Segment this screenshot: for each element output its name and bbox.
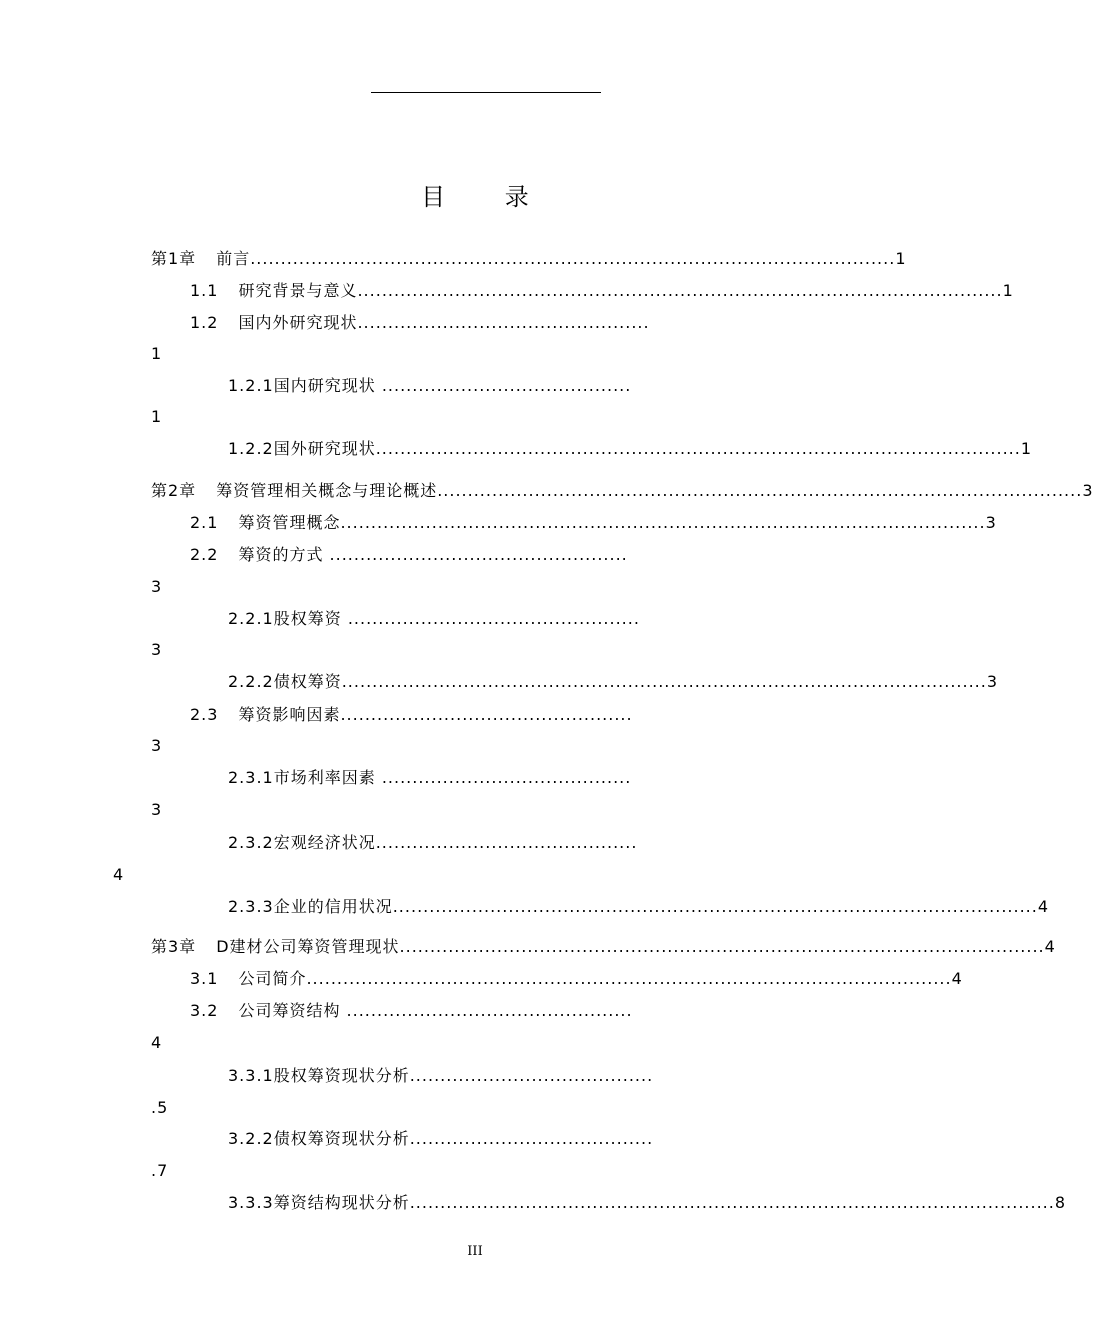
toc-entry-3-2-2[interactable] bbox=[228, 1128, 838, 1150]
section-number: 1.1 bbox=[190, 281, 219, 300]
dot-leader: ................................................ bbox=[347, 609, 640, 628]
chapter-number: 第1章 bbox=[151, 249, 197, 268]
toc-entry-3-2[interactable] bbox=[190, 1000, 845, 1022]
entry-page: 3 bbox=[1082, 481, 1094, 500]
dot-leader: ......................................... bbox=[381, 376, 632, 395]
entry-page: .5 bbox=[151, 1098, 169, 1117]
dot-leader: ......................................... bbox=[381, 768, 632, 787]
entry-page: 1 bbox=[1020, 439, 1033, 458]
entry-title: 筹资管理概念 bbox=[238, 513, 341, 532]
section-number: 3.2 bbox=[190, 1001, 219, 1020]
toc-entry-2-3-1[interactable] bbox=[228, 767, 845, 789]
toc-entry-page-wrapped bbox=[151, 799, 191, 821]
toc-entry-2-2-1[interactable] bbox=[228, 608, 845, 630]
toc-entry-page-wrapped bbox=[151, 343, 191, 365]
entry-title: 2.2.2债权筹资 bbox=[228, 672, 342, 691]
section-number: 2.2 bbox=[190, 545, 219, 564]
entry-page: 3 bbox=[986, 672, 999, 691]
toc-entry-3-1[interactable] bbox=[190, 968, 963, 990]
entry-title: 1.2.2国外研究现状 bbox=[228, 439, 376, 458]
dot-leader: .......................................................................................................... bbox=[375, 439, 1021, 458]
entry-title: 2.3.2宏观经济状况 bbox=[228, 833, 376, 852]
entry-title: 2.3.3企业的信用状况 bbox=[228, 897, 393, 916]
dot-leader: .......................................................................................................... bbox=[340, 513, 986, 532]
entry-title: 公司筹资结构 bbox=[238, 1001, 347, 1020]
toc-title: 目 录 bbox=[421, 183, 555, 211]
dot-leader: .......................................................................................................... bbox=[357, 281, 1003, 300]
dot-leader: ................................................. bbox=[329, 545, 628, 564]
entry-page: 3 bbox=[151, 640, 163, 659]
dot-leader: ............................................... bbox=[346, 1001, 633, 1020]
entry-page: 4 bbox=[113, 865, 125, 884]
toc-entry-chapter-1[interactable] bbox=[151, 248, 907, 270]
section-number: 3.1 bbox=[190, 969, 219, 988]
dot-leader: ................................................ bbox=[340, 705, 633, 724]
dot-leader: ........................................ bbox=[409, 1066, 654, 1085]
entry-title: 筹资的方式 bbox=[238, 545, 330, 564]
toc-entry-page-wrapped bbox=[151, 735, 191, 757]
toc-entry-3-3-3[interactable] bbox=[228, 1192, 1067, 1214]
entry-title: D建材公司筹资管理现状 bbox=[216, 937, 400, 956]
toc-entry-page-wrapped bbox=[151, 1097, 191, 1119]
toc-entry-page-wrapped bbox=[151, 406, 191, 428]
chapter-number: 第2章 bbox=[151, 481, 197, 500]
toc-entry-1-2-1[interactable] bbox=[228, 375, 845, 397]
dot-leader: ........................................ bbox=[409, 1129, 654, 1148]
toc-entry-2-3[interactable] bbox=[190, 704, 845, 726]
entry-title: 国内外研究现状 bbox=[238, 313, 358, 332]
entry-title: 3.3.1股权筹资现状分析 bbox=[228, 1066, 410, 1085]
toc-entry-2-3-2[interactable] bbox=[228, 832, 845, 854]
section-number: 2.1 bbox=[190, 513, 219, 532]
toc-entry-2-1[interactable] bbox=[190, 512, 997, 534]
section-number: 2.3 bbox=[190, 705, 219, 724]
entry-title: 筹资影响因素 bbox=[238, 705, 341, 724]
entry-title: 1.2.1国内研究现状 bbox=[228, 376, 382, 395]
dot-leader: ........................................... bbox=[375, 833, 638, 852]
dot-leader: .......................................................................................................... bbox=[399, 937, 1045, 956]
entry-page: .7 bbox=[151, 1161, 169, 1180]
toc-entry-2-3-3[interactable] bbox=[228, 896, 1050, 918]
page-number: III bbox=[467, 1244, 483, 1259]
section-number: 1.2 bbox=[190, 313, 219, 332]
toc-entry-1-2[interactable] bbox=[190, 312, 845, 334]
dot-leader: .......................................................................................................... bbox=[250, 249, 896, 268]
toc-entry-1-2-2[interactable] bbox=[228, 438, 1033, 460]
toc-entry-page-wrapped bbox=[151, 1032, 191, 1054]
entry-page: 4 bbox=[951, 969, 963, 988]
entry-page: 1 bbox=[895, 249, 907, 268]
toc-entry-page-wrapped bbox=[113, 864, 153, 886]
dot-leader: .......................................................................................................... bbox=[392, 897, 1038, 916]
entry-page: 1 bbox=[1002, 281, 1014, 300]
toc-entry-2-2-2[interactable] bbox=[228, 671, 999, 693]
entry-page: 1 bbox=[151, 344, 163, 363]
entry-title: 3.2.2债权筹资现状分析 bbox=[228, 1129, 410, 1148]
entry-page: 3 bbox=[985, 513, 997, 532]
dot-leader: .......................................................................................................... bbox=[341, 672, 987, 691]
entry-page: 3 bbox=[151, 577, 163, 596]
entry-title: 前言 bbox=[216, 249, 251, 268]
toc-entry-chapter-2[interactable] bbox=[151, 480, 1094, 502]
entry-title: 公司简介 bbox=[238, 969, 307, 988]
entry-title: 3.3.3筹资结构现状分析 bbox=[228, 1193, 410, 1212]
toc-entry-chapter-3[interactable] bbox=[151, 936, 1056, 958]
entry-page: 4 bbox=[1044, 937, 1056, 956]
entry-page: 4 bbox=[151, 1033, 163, 1052]
entry-page: 3 bbox=[151, 800, 163, 819]
dot-leader: ................................................ bbox=[357, 313, 650, 332]
entry-title: 筹资管理相关概念与理论概述 bbox=[216, 481, 438, 500]
toc-entry-page-wrapped bbox=[151, 576, 191, 598]
toc-entry-2-2[interactable] bbox=[190, 544, 845, 566]
dot-leader: .......................................................................................................... bbox=[437, 481, 1083, 500]
entry-title: 2.2.1股权筹资 bbox=[228, 609, 348, 628]
entry-page: 3 bbox=[151, 736, 163, 755]
toc-entry-page-wrapped bbox=[151, 639, 191, 661]
toc-entry-3-3-1[interactable] bbox=[228, 1065, 838, 1087]
dot-leader: .......................................................................................................... bbox=[306, 969, 952, 988]
chapter-number: 第3章 bbox=[151, 937, 197, 956]
entry-page: 4 bbox=[1037, 897, 1050, 916]
entry-title: 研究背景与意义 bbox=[238, 281, 358, 300]
toc-entry-page-wrapped bbox=[151, 1160, 191, 1182]
entry-title: 2.3.1市场利率因素 bbox=[228, 768, 382, 787]
entry-page: 1 bbox=[151, 407, 163, 426]
entry-page: 8 bbox=[1054, 1193, 1067, 1212]
toc-entry-1-1[interactable] bbox=[190, 280, 1014, 302]
dot-leader: .......................................................................................................... bbox=[409, 1193, 1055, 1212]
